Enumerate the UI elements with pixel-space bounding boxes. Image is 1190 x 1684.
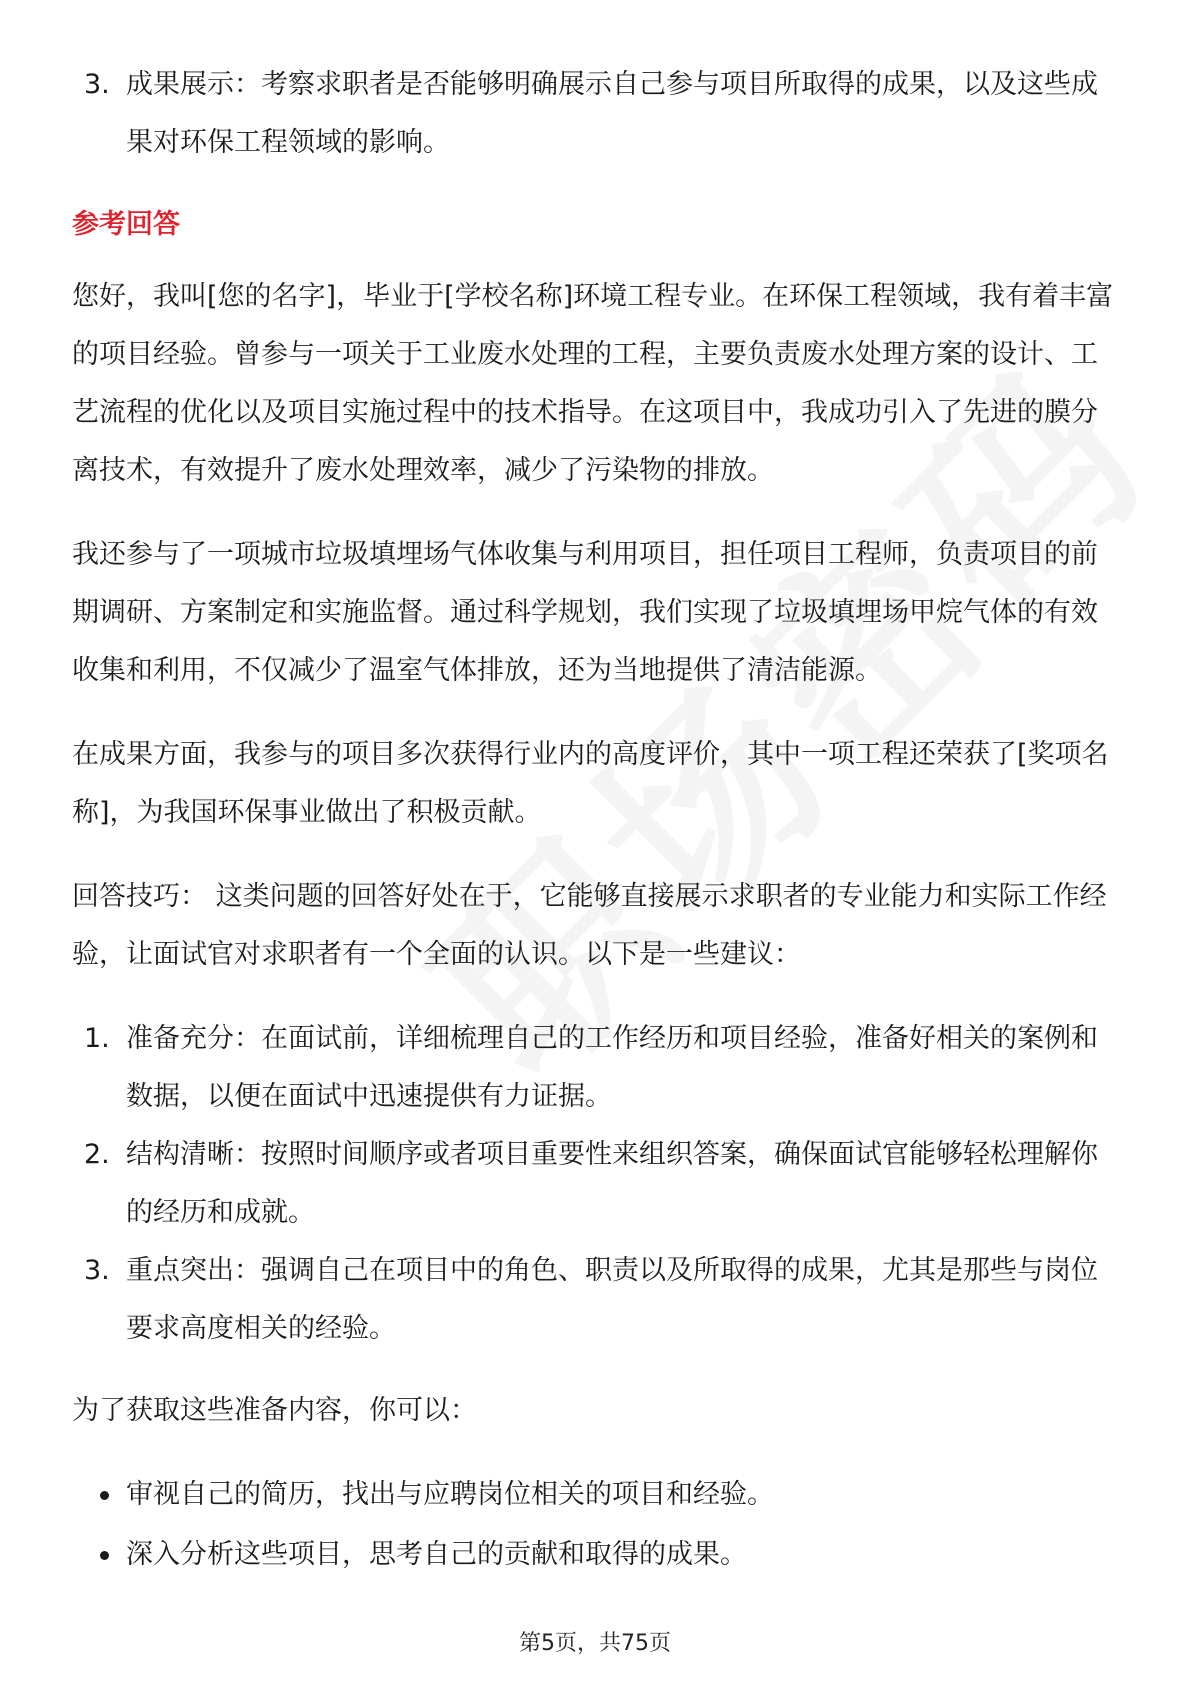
list-item-text: 深入分析这些项目，思考自己的贡献和取得的成果。 — [126, 1539, 747, 1570]
list-item — [72, 1466, 1120, 1524]
prep-intro-paragraph: 为了获取这些准备内容，你可以： — [72, 1395, 477, 1426]
bullet-icon — [100, 1551, 109, 1560]
list-item — [72, 56, 1120, 172]
list-number: 3. — [84, 1255, 110, 1286]
list-item-text: 结构清晰：按照时间顺序或者项目重要性来组织答案，确保面试官能够轻松理解你的经历和成就。 — [126, 1139, 1098, 1228]
bullet-icon — [100, 1491, 109, 1500]
tips-intro-paragraph: 回答技巧： 这类问题的回答好处在于，它能够直接展示求职者的专业能力和实际工作经验，让面试官对求职者有一个全面的认识。以下是一些建议： — [72, 881, 1107, 970]
page-footer: 第5页，共75页 — [519, 1631, 671, 1656]
tips-list — [72, 1010, 1120, 1358]
list-item — [72, 1242, 1120, 1358]
list-item — [72, 1526, 1120, 1584]
answer-paragraph-1: 您好，我叫[您的名字]，毕业于[学校名称]环境工程专业。在环保工程领域，我有着丰富的项目经验。曾参与一项关于工业废水处理的工程，主要负责废水处理方案的设计、工艺流程的优化以及项目实施过程中的技术指导。在这项目中，我成功引入了先进的膜分离技术，有效提升了废水处理效率，减少了污染物的排放。 — [72, 281, 1114, 486]
prep-list — [72, 1466, 1120, 1584]
list-item-text: 准备充分：在面试前，详细梳理自己的工作经历和项目经验，准备好相关的案例和数据，以便在面试中迅速提供有力证据。 — [126, 1023, 1098, 1112]
list-number: 3. — [84, 69, 110, 100]
list-item-text: 重点突出：强调自己在项目中的角色、职责以及所取得的成果，尤其是那些与岗位要求高度相关的经验。 — [126, 1255, 1098, 1344]
answer-paragraph-2: 我还参与了一项城市垃圾填埋场气体收集与利用项目，担任项目工程师，负责项目的前期调研、方案制定和实施监督。通过科学规划，我们实现了垃圾填埋场甲烷气体的有效收集和利用，不仅减少了温室气体排放，还为当地提供了清洁能源。 — [72, 539, 1098, 686]
list-item-text: 审视自己的简历，找出与应聘岗位相关的项目和经验。 — [126, 1479, 774, 1510]
list-number: 1. — [84, 1023, 110, 1054]
criteria-list — [72, 56, 1120, 172]
answer-paragraph-3: 在成果方面，我参与的项目多次获得行业内的高度评价，其中一项工程还荣获了[奖项名称]，为我国环保事业做出了积极贡献。 — [72, 739, 1109, 828]
list-item — [72, 1010, 1120, 1126]
page-content — [72, 56, 1120, 1586]
list-item-text: 成果展示：考察求职者是否能够明确展示自己参与项目所取得的成果，以及这些成果对环保工程领域的影响。 — [126, 69, 1098, 158]
section-heading: 参考回答 — [72, 209, 180, 240]
list-item — [72, 1126, 1120, 1242]
list-number: 2. — [84, 1139, 110, 1170]
